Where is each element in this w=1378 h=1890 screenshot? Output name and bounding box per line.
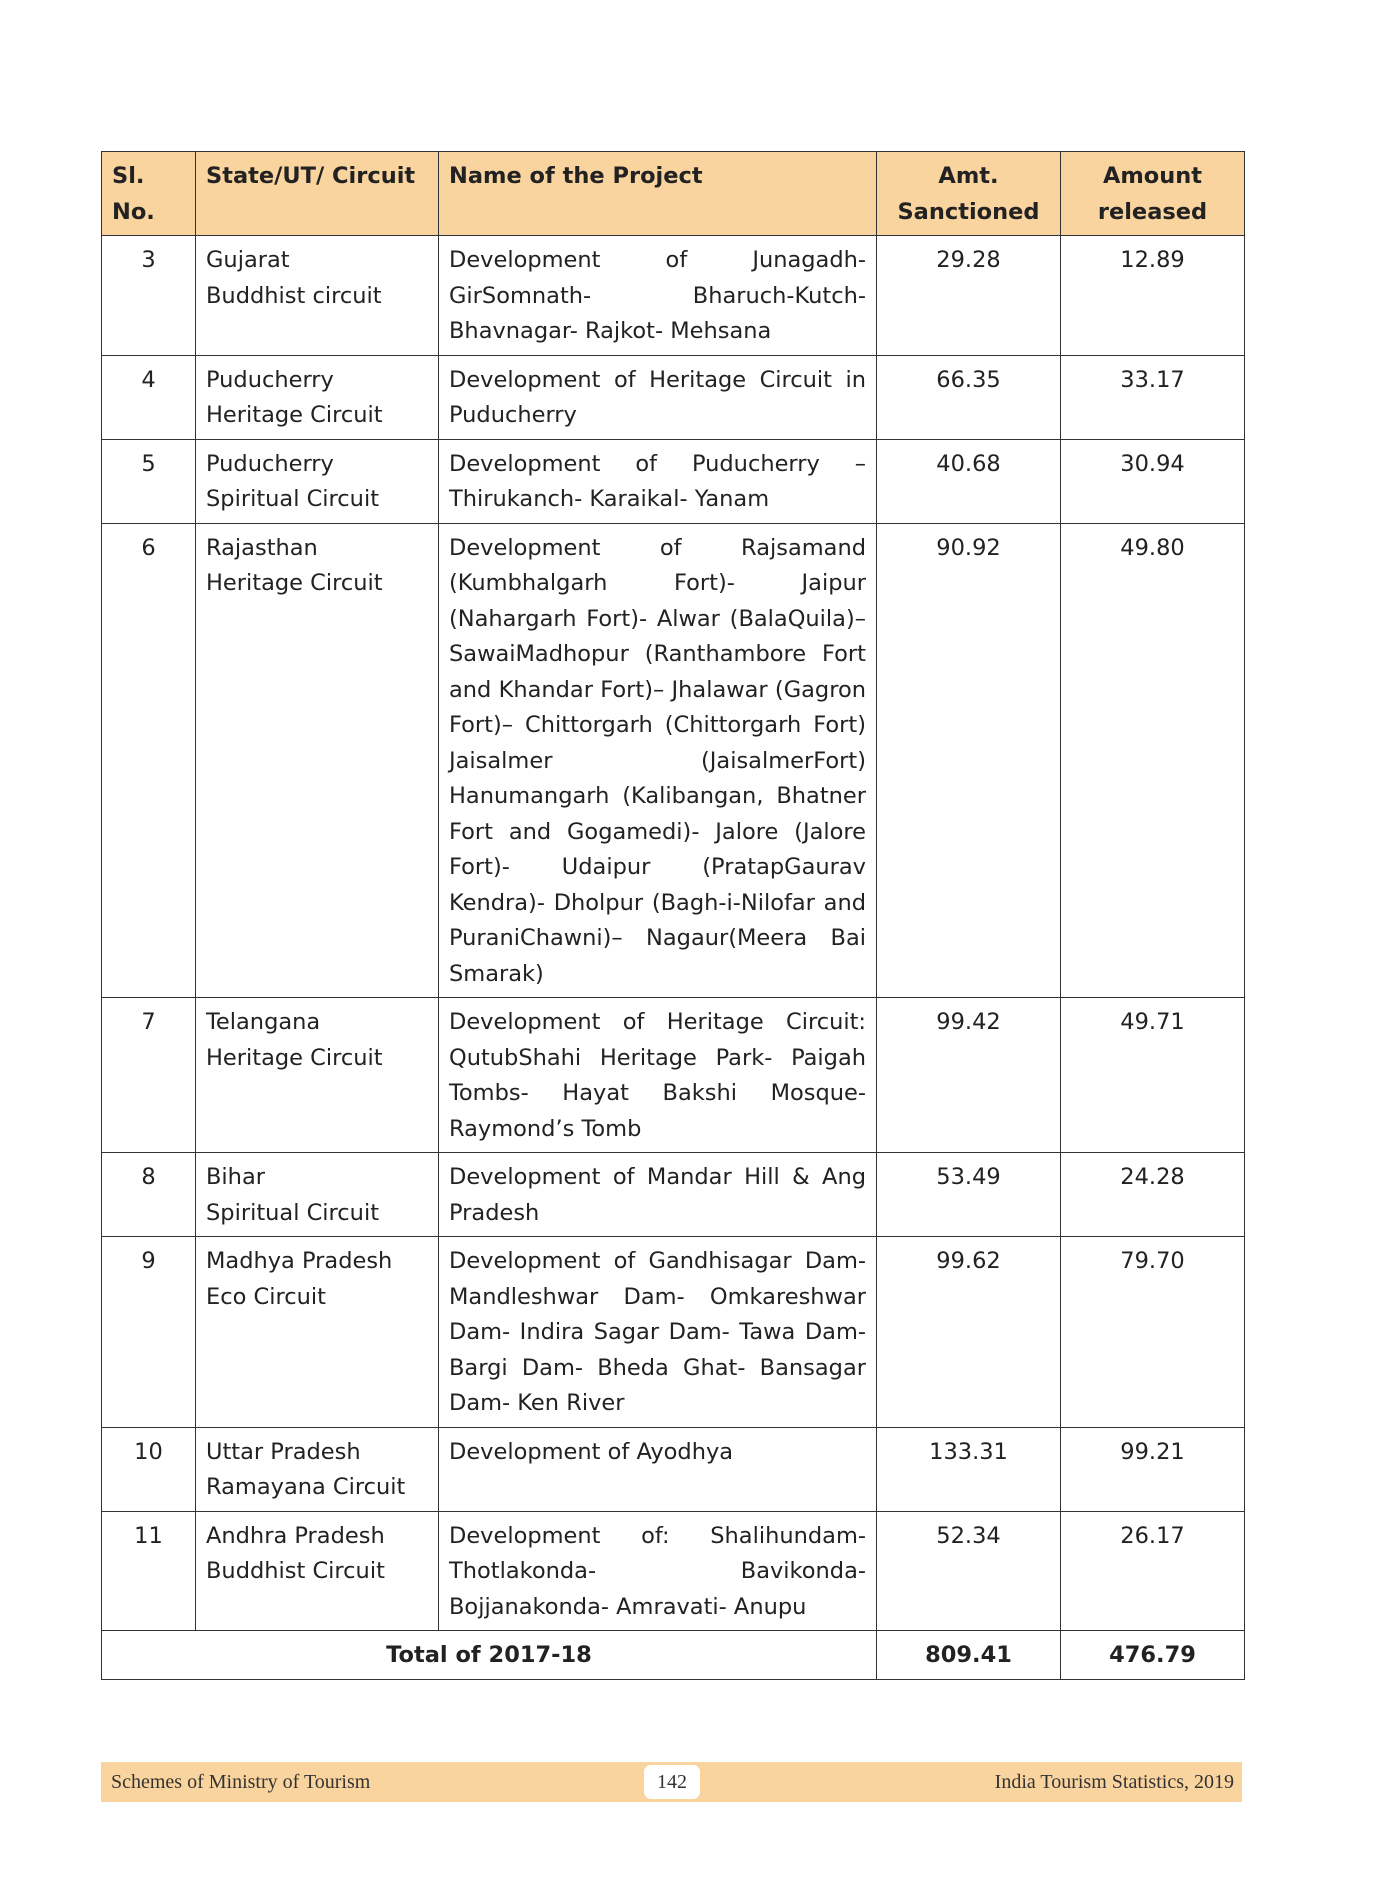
- header-sl-no: Sl. No.: [102, 152, 196, 236]
- circuit-name: Buddhist Circuit: [206, 1558, 385, 1584]
- circuit-name: Buddhist circuit: [206, 282, 382, 309]
- cell-sl-no: 11: [102, 1511, 196, 1631]
- cell-amount-released: 30.94: [1061, 439, 1245, 523]
- state-name: Uttar Pradesh: [206, 1438, 361, 1465]
- header-amount-released: [1061, 152, 1245, 236]
- cell-amt-sanctioned: 40.68: [877, 439, 1061, 523]
- circuit-name: Heritage Circuit: [206, 570, 383, 596]
- cell-amt-sanctioned: 133.31: [877, 1427, 1061, 1511]
- cell-amt-sanctioned: 52.34: [877, 1511, 1061, 1631]
- table-row: [102, 1511, 1245, 1631]
- header-amount-released-line1: Amount: [1102, 163, 1203, 189]
- cell-amount-released: 26.17: [1061, 1511, 1245, 1631]
- table-row: [102, 998, 1245, 1153]
- cell-state: [196, 1237, 439, 1428]
- table-row: [102, 1237, 1245, 1428]
- table-row: [102, 236, 1245, 356]
- cell-amount-released: 12.89: [1061, 236, 1245, 356]
- cell-state: [196, 236, 439, 356]
- table-header-row: [102, 152, 1245, 236]
- table-row: [102, 1427, 1245, 1511]
- circuit-name: Heritage Circuit: [206, 1044, 383, 1071]
- cell-sl-no: 7: [102, 998, 196, 1153]
- state-name: Gujarat: [206, 247, 290, 273]
- table-row: [102, 439, 1245, 523]
- cell-amt-sanctioned: 66.35: [877, 355, 1061, 439]
- cell-project: Development of Heritage Circuit in Puducherry: [439, 355, 877, 439]
- header-amt-sanctioned-line2: Sanctioned: [897, 198, 1040, 225]
- header-state: State/UT/ Circuit: [196, 152, 439, 236]
- total-label: Total of 2017-18: [102, 1631, 877, 1680]
- cell-sl-no: 5: [102, 439, 196, 523]
- header-project: Name of the Project: [439, 152, 877, 236]
- cell-amt-sanctioned: 99.42: [877, 998, 1061, 1153]
- cell-state: [196, 355, 439, 439]
- footer-section-title: Schemes of Ministry of Tourism: [111, 1771, 371, 1793]
- state-name: Andhra Pradesh: [206, 1522, 385, 1549]
- cell-project: Development of: Shalihundam- Thotlakonda- Bavikonda- Bojjanakonda- Amravati- Anupu: [439, 1511, 877, 1631]
- cell-state: [196, 523, 439, 998]
- cell-amount-released: 33.17: [1061, 355, 1245, 439]
- cell-project: Development of Gandhisagar Dam- Mandleshwar Dam- Omkareshwar Dam- Indira Sagar Dam- Tawa Dam- Bargi Dam- Bheda Ghat- Bansagar Dam- Ken River: [439, 1237, 877, 1428]
- cell-amount-released: 99.21: [1061, 1427, 1245, 1511]
- state-name: Madhya Pradesh: [206, 1248, 393, 1274]
- cell-amt-sanctioned: 99.62: [877, 1237, 1061, 1428]
- total-amount-released: 476.79: [1061, 1631, 1245, 1680]
- table-row: [102, 523, 1245, 998]
- cell-sl-no: 6: [102, 523, 196, 998]
- cell-state: [196, 439, 439, 523]
- footer-publication-title: India Tourism Statistics, 2019: [994, 1771, 1234, 1793]
- table-row: [102, 1153, 1245, 1237]
- cell-sl-no: 3: [102, 236, 196, 356]
- cell-project: Development of Junagadh- GirSomnath- Bharuch-Kutch- Bhavnagar- Rajkot- Mehsana: [439, 236, 877, 356]
- cell-sl-no: 10: [102, 1427, 196, 1511]
- cell-state: [196, 998, 439, 1153]
- cell-amount-released: 79.70: [1061, 1237, 1245, 1428]
- cell-sl-no: 9: [102, 1237, 196, 1428]
- state-name: Telangana: [206, 1009, 321, 1035]
- header-amt-sanctioned: [877, 152, 1061, 236]
- state-name: Bihar: [206, 1164, 265, 1190]
- cell-project: Development of Ayodhya: [439, 1427, 877, 1511]
- header-amount-released-line2: released: [1097, 198, 1208, 225]
- cell-amt-sanctioned: 53.49: [877, 1153, 1061, 1237]
- cell-project: Development of Heritage Circuit: QutubShahi Heritage Park- Paigah Tombs- Hayat Bakshi Mosque- Raymond’s Tomb: [439, 998, 877, 1153]
- circuit-name: Eco Circuit: [206, 1283, 326, 1310]
- projects-table: [101, 151, 1245, 1680]
- cell-state: [196, 1511, 439, 1631]
- cell-sl-no: 8: [102, 1153, 196, 1237]
- cell-project: Development of Rajsamand (Kumbhalgarh Fort)- Jaipur (Nahargarh Fort)- Alwar (BalaQuila)– SawaiMadhopur (Ranthambore Fort and Khandar Fort)– Jhalawar (Gagron Fort)– Chittorgarh (Chittorgarh Fort) Jaisalmer (JaisalmerFort) Hanumangarh (Kalibangan, Bhatner Fort and Gogamedi)- Jalore (Jalore Fort)- Udaipur (PratapGaurav Kendra)- Dholpur (Bagh-i-Nilofar and PuraniChawni)– Nagaur(Meera Bai Smarak): [439, 523, 877, 998]
- cell-project: Development of Mandar Hill & Ang Pradesh: [439, 1153, 877, 1237]
- total-row: [102, 1631, 1245, 1680]
- circuit-name: Spiritual Circuit: [206, 1199, 380, 1226]
- cell-amount-released: 24.28: [1061, 1153, 1245, 1237]
- header-amt-sanctioned-line1: Amt.: [938, 163, 999, 189]
- page-number: 142: [644, 1765, 700, 1799]
- cell-amount-released: 49.71: [1061, 998, 1245, 1153]
- cell-state: [196, 1153, 439, 1237]
- circuit-name: Heritage Circuit: [206, 402, 383, 428]
- cell-amount-released: 49.80: [1061, 523, 1245, 998]
- cell-project: Development of Puducherry – Thirukanch- Karaikal- Yanam: [439, 439, 877, 523]
- table-row: [102, 355, 1245, 439]
- circuit-name: Spiritual Circuit: [206, 486, 380, 512]
- cell-amt-sanctioned: 29.28: [877, 236, 1061, 356]
- page-footer: [101, 1762, 1242, 1802]
- cell-amt-sanctioned: 90.92: [877, 523, 1061, 998]
- state-name: Puducherry: [206, 450, 334, 477]
- total-amt-sanctioned: 809.41: [877, 1631, 1061, 1680]
- state-name: Puducherry: [206, 366, 334, 393]
- state-name: Rajasthan: [206, 534, 318, 561]
- cell-sl-no: 4: [102, 355, 196, 439]
- circuit-name: Ramayana Circuit: [206, 1474, 406, 1500]
- cell-state: [196, 1427, 439, 1511]
